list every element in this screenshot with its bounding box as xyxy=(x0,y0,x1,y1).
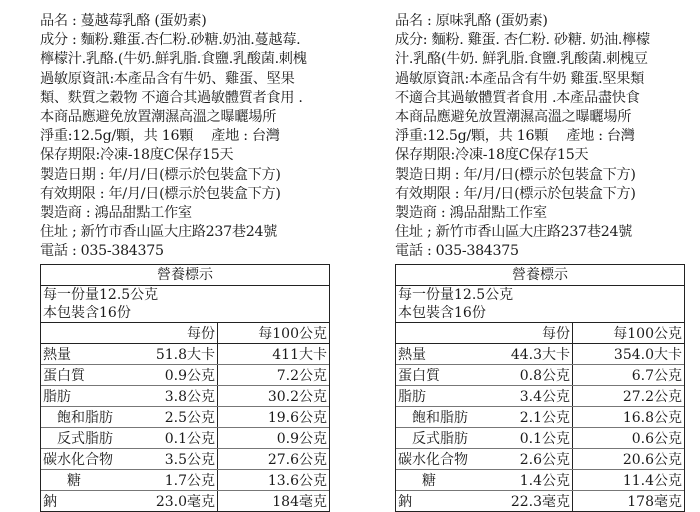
product-info xyxy=(395,12,690,261)
table-row xyxy=(396,344,684,365)
info-line: 電話 : 035-384375 xyxy=(395,243,519,260)
nutrition-header-row xyxy=(41,323,329,344)
nutrient-per-serving: 0.9公克 xyxy=(133,365,218,386)
info-line: 製造商 : 鴻品甜點工作室 xyxy=(395,204,547,221)
nutrient-per-serving: 3.8公克 xyxy=(133,386,218,407)
nutrient-per-100g: 7.2公克 xyxy=(218,365,330,386)
header-blank xyxy=(41,323,133,344)
info-line: 電話 : 035-384375 xyxy=(40,243,164,260)
nutrient-per-100g: 27.2公克 xyxy=(573,386,685,407)
nutrient-per-serving: 1.7公克 xyxy=(133,470,218,491)
info-line: 成分: 麵粉. 雞蛋. 杏仁粉. 砂糖. 奶油.檸檬 xyxy=(395,32,650,49)
nutrient-per-100g: 354.0大卡 xyxy=(573,344,685,365)
table-row xyxy=(41,386,329,407)
nutrient-per-serving: 3.4公克 xyxy=(488,386,573,407)
info-line: 不適合其過敏體質者食用 .本產品盡快食 xyxy=(395,89,640,106)
nutrient-per-serving: 3.5公克 xyxy=(133,449,218,470)
info-line: 淨重:12.5g/顆，共 16顆 產地 : 台灣 xyxy=(40,128,280,145)
nutrient-name: 碳水化合物 xyxy=(41,449,133,470)
nutrient-name: 脂肪 xyxy=(396,386,488,407)
table-row xyxy=(41,491,329,512)
servings-per-package: 本包裝含16份 xyxy=(43,305,131,322)
serving-size: 每一份量12.5公克 xyxy=(43,287,159,304)
table-row xyxy=(396,449,684,470)
info-line: 本商品應避免放置潮濕高溫之曝曬場所 xyxy=(40,108,277,125)
nutrient-name: 糖 xyxy=(41,470,133,491)
nutrient-per-100g: 30.2公克 xyxy=(218,386,330,407)
servings-per-package: 本包裝含16份 xyxy=(398,305,486,322)
info-line: 製造商 : 鴻品甜點工作室 xyxy=(40,204,192,221)
header-per-100g: 每100公克 xyxy=(573,323,685,344)
info-line: 保存期限:冷凍-18度C保存15天 xyxy=(40,147,234,164)
info-line: 淨重:12.5g/顆，共 16顆 產地 : 台灣 xyxy=(395,128,635,145)
table-row xyxy=(396,386,684,407)
table-row xyxy=(41,428,329,449)
info-line: 檸檬汁.乳酪.(牛奶.鮮乳脂.食鹽.乳酸菌.刺槐 xyxy=(40,51,307,68)
info-line: 品名 : 蔓越莓乳酪 (蛋奶素) xyxy=(40,13,207,29)
info-line: 過敏原資訊:本產品含有牛奶、雞蛋、堅果 xyxy=(40,70,295,87)
table-row xyxy=(396,491,684,512)
info-line: 製造日期 : 年/月/日(標示於包裝盒下方) xyxy=(40,166,281,183)
nutrient-per-100g: 411大卡 xyxy=(218,344,330,365)
table-row xyxy=(41,407,329,428)
nutrient-per-100g: 19.6公克 xyxy=(218,407,330,428)
nutrient-per-serving: 51.8大卡 xyxy=(133,344,218,365)
header-blank xyxy=(396,323,488,344)
nutrient-per-100g: 0.9公克 xyxy=(218,428,330,449)
table-row xyxy=(396,470,684,491)
nutrition-facts-table xyxy=(395,264,685,512)
nutrient-name: 飽和脂肪 xyxy=(41,407,133,428)
nutrient-per-100g: 16.8公克 xyxy=(573,407,685,428)
nutrition-grid xyxy=(41,322,329,511)
info-line: 類、麩質之穀物 不適合其過敏體質者食用 . xyxy=(40,89,303,106)
info-line: 本商品應避免放置潮濕高溫之曝曬場所 xyxy=(395,108,632,125)
nutrient-per-100g: 178毫克 xyxy=(573,491,685,512)
info-line: 保存期限:冷凍-18度C保存15天 xyxy=(395,147,589,164)
nutrient-per-serving: 2.6公克 xyxy=(488,449,573,470)
nutrition-title: 營養標示 xyxy=(396,265,684,286)
nutrient-name: 反式脂肪 xyxy=(396,428,488,449)
info-line: 有效期限 : 年/月/日(標示於包裝盒下方) xyxy=(40,185,281,202)
table-row xyxy=(396,365,684,386)
nutrition-grid xyxy=(396,322,684,511)
nutrient-per-100g: 184毫克 xyxy=(218,491,330,512)
table-row xyxy=(41,470,329,491)
nutrient-per-100g: 11.4公克 xyxy=(573,470,685,491)
nutrient-name: 碳水化合物 xyxy=(396,449,488,470)
info-line: 過敏原資訊:本產品含有牛奶 雞蛋.堅果類 xyxy=(395,70,644,87)
table-row xyxy=(41,344,329,365)
nutrient-per-100g: 13.6公克 xyxy=(218,470,330,491)
nutrient-name: 熱量 xyxy=(41,344,133,365)
info-line: 有效期限 : 年/月/日(標示於包裝盒下方) xyxy=(395,185,636,202)
header-per-serving: 每份 xyxy=(488,323,573,344)
nutrition-facts-table xyxy=(40,264,330,512)
nutrient-per-serving: 1.4公克 xyxy=(488,470,573,491)
nutrient-per-serving: 44.3大卡 xyxy=(488,344,573,365)
nutrient-name: 飽和脂肪 xyxy=(396,407,488,428)
nutrient-name: 蛋白質 xyxy=(41,365,133,386)
serving-size: 每一份量12.5公克 xyxy=(398,287,514,304)
product-info xyxy=(40,12,335,261)
table-row xyxy=(396,407,684,428)
nutrient-per-100g: 6.7公克 xyxy=(573,365,685,386)
nutrient-per-100g: 0.6公克 xyxy=(573,428,685,449)
nutrient-name: 鈉 xyxy=(398,494,412,511)
nutrient-name: 脂肪 xyxy=(41,386,133,407)
table-row xyxy=(396,428,684,449)
table-row xyxy=(41,449,329,470)
info-line: 住址 ; 新竹市香山區大庄路237巷24號 xyxy=(395,224,633,241)
nutrition-header-row xyxy=(396,323,684,344)
nutrient-per-serving: 22.3毫克 xyxy=(510,494,570,511)
table-row xyxy=(41,365,329,386)
nutrient-per-serving: 0.1公克 xyxy=(133,428,218,449)
nutrient-name: 蛋白質 xyxy=(396,365,488,386)
header-per-serving: 每份 xyxy=(133,323,218,344)
info-line: 汁.乳酪(牛奶. 鮮乳脂.食鹽.乳酸菌.刺槐豆 xyxy=(395,51,648,68)
nutrient-name: 鈉 xyxy=(43,494,57,511)
product-label-original xyxy=(395,12,690,512)
nutrient-per-serving: 2.1公克 xyxy=(488,407,573,428)
info-line: 製造日期 : 年/月/日(標示於包裝盒下方) xyxy=(395,166,636,183)
header-per-100g: 每100公克 xyxy=(218,323,330,344)
info-line: 成分 : 麵粉.雞蛋.杏仁粉.砂糖.奶油.蔓越莓. xyxy=(40,32,301,49)
nutrient-per-serving: 2.5公克 xyxy=(133,407,218,428)
info-line: 住址 ; 新竹市香山區大庄路237巷24號 xyxy=(40,224,278,241)
nutrient-name: 熱量 xyxy=(396,344,488,365)
nutrient-name: 反式脂肪 xyxy=(41,428,133,449)
nutrient-per-serving: 0.1公克 xyxy=(488,428,573,449)
nutrient-name: 糖 xyxy=(396,470,488,491)
nutrient-per-serving: 23.0毫克 xyxy=(155,494,215,511)
nutrient-per-serving: 0.8公克 xyxy=(488,365,573,386)
nutrient-per-100g: 20.6公克 xyxy=(573,449,685,470)
nutrition-title: 營養標示 xyxy=(41,265,329,286)
product-label-cranberry xyxy=(40,12,335,512)
info-line: 品名 : 原味乳酪 (蛋奶素) xyxy=(395,13,548,29)
nutrient-per-100g: 27.6公克 xyxy=(218,449,330,470)
